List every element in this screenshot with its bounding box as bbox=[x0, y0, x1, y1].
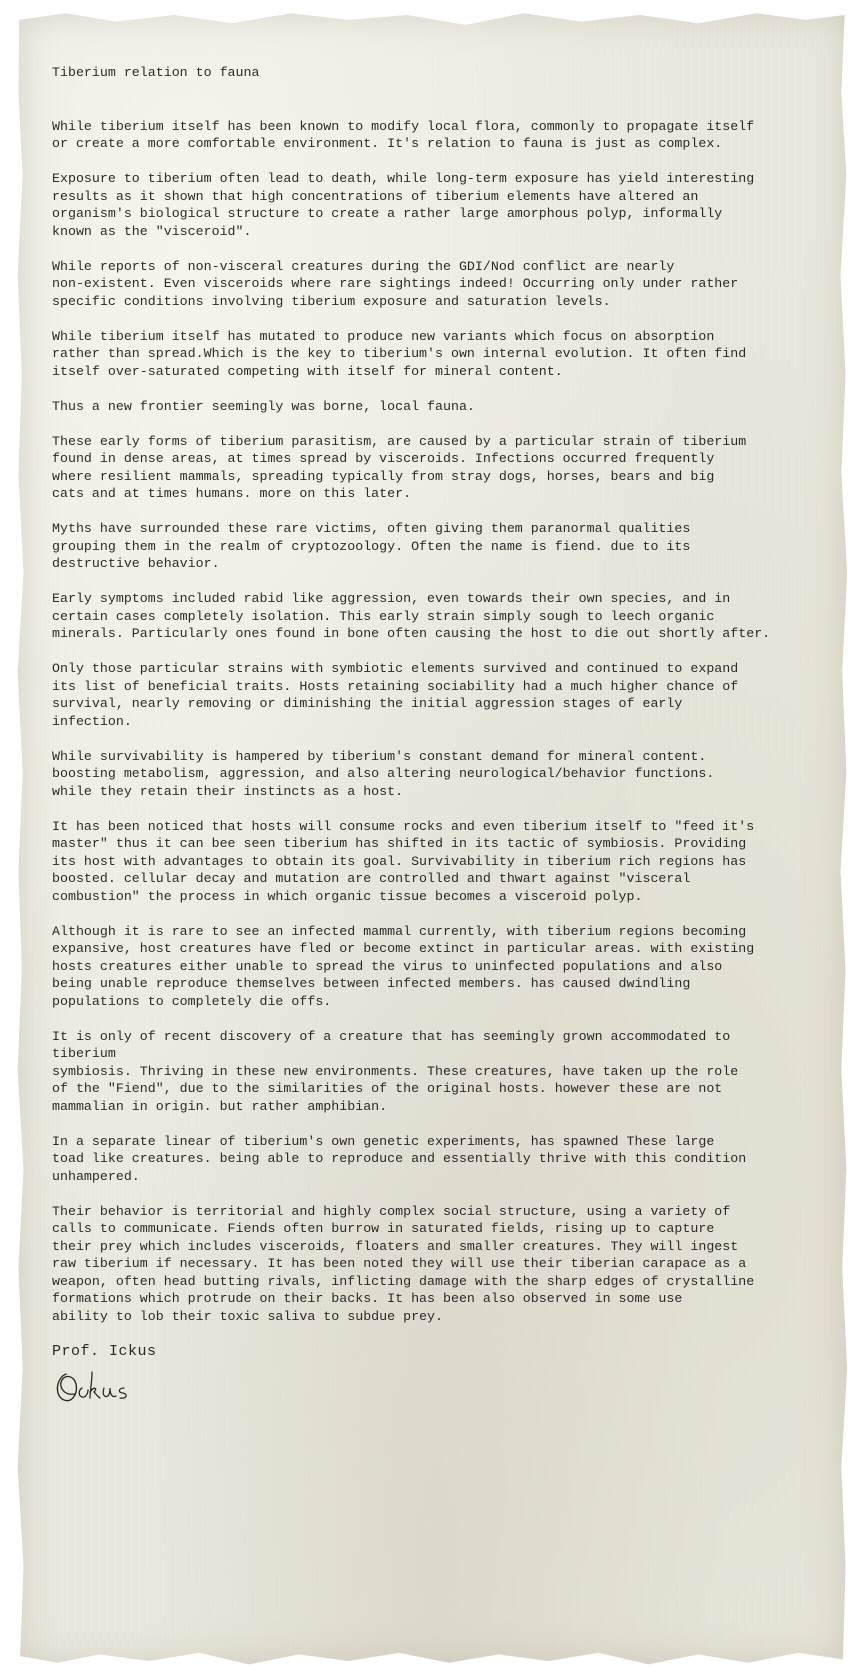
paragraph-6: These early forms of tiberium parasitism, are caused by a particular strain of tiberium found in dense areas, at times spread by visceroids. Infections occurred frequently where resilient mammals, spreading typically from stray dogs, horses, bears and big cats and at times humans. more on this later. bbox=[52, 433, 747, 501]
document-body bbox=[52, 64, 812, 1406]
signoff: Prof. Ickus bbox=[52, 1342, 157, 1360]
document-title: Tiberium relation to fauna bbox=[52, 65, 260, 80]
paragraph-3: While reports of non-visceral creatures during the GDI/Nod conflict are nearly non-existent. Even visceroids where rare sightings indeed! Occurring only under rather specific conditions involving tiberium exposure and saturation levels. bbox=[52, 258, 739, 309]
signature-image bbox=[52, 1366, 142, 1406]
paragraph-14: In a separate linear of tiberium's own genetic experiments, has spawned These large toad like creatures. being able to reproduce and essentially thrive with this condition unhampered. bbox=[52, 1133, 747, 1184]
paragraph-11: It has been noticed that hosts will consume rocks and even tiberium itself to "feed it's master" thus it can bee seen tiberium has shifted in its tactic of symbiosis. Providing its host with advantages to obtain its goal. Survivability in tiberium rich regions has boosted. cellular decay and mutation are controlled and thwart against "visceral combustion" the process in which organic tissue becomes a visceroid polyp. bbox=[52, 818, 755, 904]
paragraph-7: Myths have surrounded these rare victims, often giving them paranormal qualities grouping them in the realm of cryptozoology. Often the name is fiend. due to its destructive behavior. bbox=[52, 521, 691, 571]
paragraph-4: While tiberium itself has mutated to produce new variants which focus on absorption rather than spread.Which is the key to tiberium's own internal evolution. It often find itself over-saturated competing with itself for mineral content. bbox=[52, 328, 747, 379]
paragraph-8: Early symptoms included rabid like aggression, even towards their own species, and in certain cases completely isolation. This early strain simply sough to leech organic minerals. Particularly ones found in bone often causing the host to die out shortly after. bbox=[52, 591, 771, 641]
paragraph-5: Thus a new frontier seemingly was borne, local fauna. bbox=[52, 398, 475, 414]
paragraph-2: Exposure to tiberium often lead to death, while long-term exposure has yield interesting results as it shown that high concentrations of tiberium elements have altered an organism's biological structure to create a rather large amorphous polyp, informally known as the "visceroid". bbox=[52, 171, 755, 239]
paragraph-1: While tiberium itself has been known to modify local flora, commonly to propagate itself or create a more comfortable environment. It's relation to fauna is just as complex. bbox=[52, 118, 755, 151]
paragraph-9: Only those particular strains with symbiotic elements survived and continued to expand its list of beneficial traits. Hosts retaining sociability had a much higher chance of survival, nearly removing or diminishing the initial aggression stages of early infection. bbox=[52, 661, 739, 729]
paragraph-15: Their behavior is territorial and highly complex social structure, using a variety of calls to communicate. Fiends often burrow in saturated fields, rising up to capture their prey which includes visceroids, floaters and smaller creatures. They will ingest raw tiberium if necessary. It has been noted they will use their tiberian carapace as a weapon, often head butting rivals, inflicting damage with the sharp edges of crystalline formations which protrude on their backs. It has been also observed in some use ability to lob their toxic saliva to subdue prey. bbox=[52, 1203, 755, 1324]
paragraph-10: While survivability is hampered by tiberium's constant demand for mineral content. boosting metabolism, aggression, and also altering neurological/behavior functions. while they retain their instincts as a host. bbox=[52, 748, 715, 799]
paragraph-12: Although it is rare to see an infected mammal currently, with tiberium regions becoming expansive, host creatures have fled or become extinct in particular areas. with existing hosts creatures either unable to spread the virus to uninfected populations and also being unable reproduce themselves between infected members. has caused dwindling populations to completely die offs. bbox=[52, 923, 755, 1009]
paragraph-13: It is only of recent discovery of a creature that has seemingly grown accommodated to tiberium symbiosis. Thriving in these new environments. These creatures, have taken up the role of the "Fiend", due to the similarities of the original hosts. however these are not mammalian in origin. but rather amphibian. bbox=[52, 1028, 739, 1114]
